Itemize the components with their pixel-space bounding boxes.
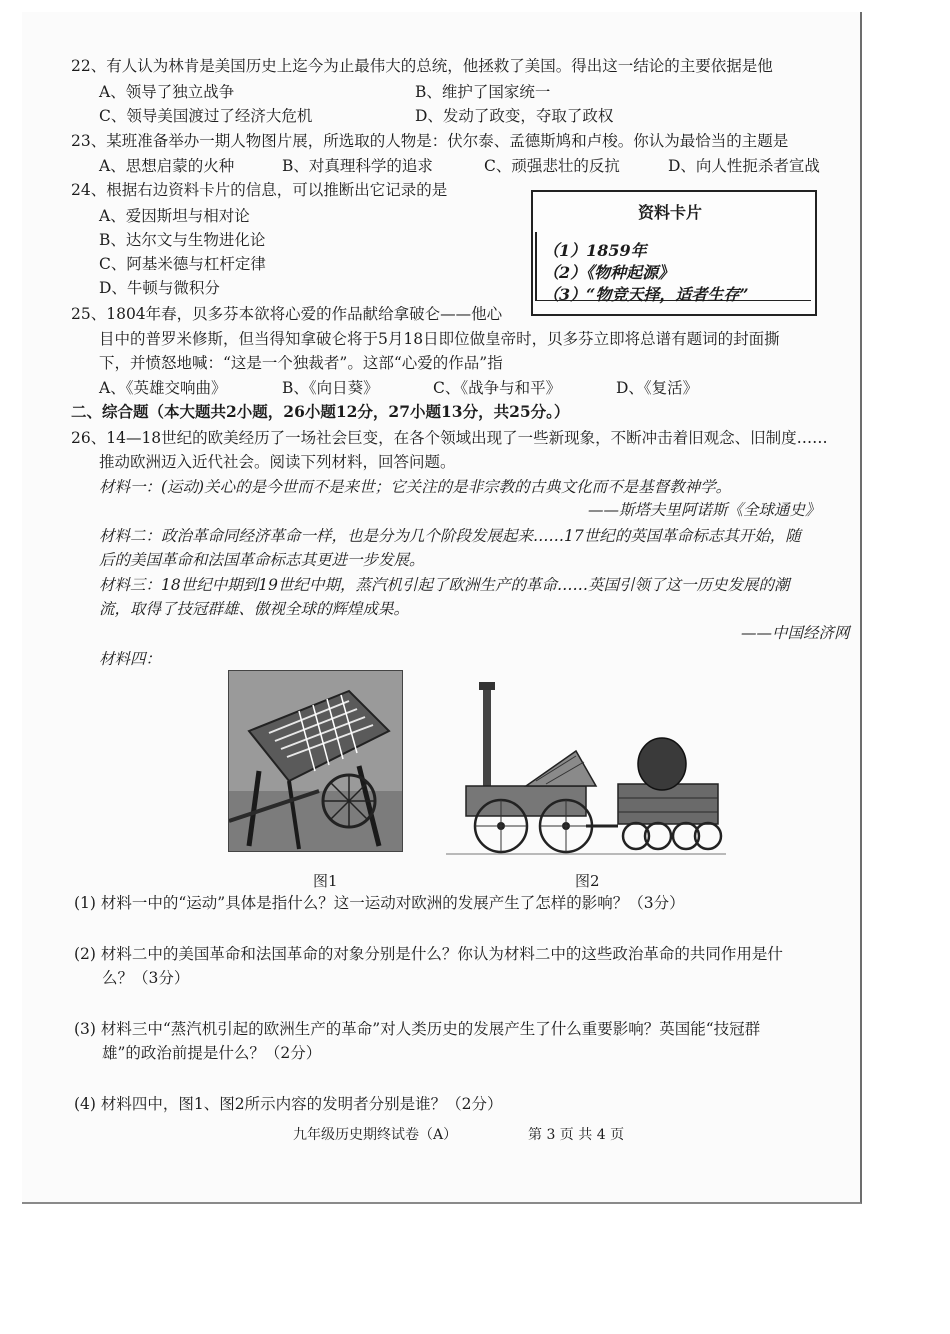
material-3-source: ——中国经济网	[741, 624, 850, 642]
figure-1-spinning-jenny-image	[228, 670, 403, 852]
q23-option-d: D、向人性扼杀者宣战	[668, 157, 820, 175]
resource-card-line-3: （3）“物竞天择，适者生存”	[543, 285, 749, 304]
q25-option-c: C、《战争与和平》	[433, 379, 562, 397]
q26-intro-line-2: 推动欧洲迈入近代社会。阅读下列材料，回答问题。	[99, 453, 456, 471]
footer-exam-title: 九年级历史期终试卷（A）	[293, 1127, 458, 1143]
q26-sub-question-2-line-2: 么？（3分）	[102, 969, 190, 987]
q23-option-a: A、思想启蒙的火种	[99, 157, 235, 175]
q25-option-b: B、《向日葵》	[282, 379, 379, 397]
q25-line-3: 下，并愤怒地喊：“这是一个独裁者”。这部“心爱的作品”指	[99, 354, 503, 372]
q26-sub-question-1: (1) 材料一中的“运动”具体是指什么？这一运动对欧洲的发展产生了怎样的影响？（3分）	[74, 894, 685, 912]
section-2-heading: 二、综合题（本大题共2小题，26小题12分，27小题13分，共25分。）	[71, 402, 570, 421]
figure-2-steam-locomotive-image	[446, 676, 726, 866]
resource-card	[531, 190, 817, 316]
q22-stem: 22、有人认为林肯是美国历史上迄今为止最伟大的总统，他拯救了美国。得出这一结论的主要依据是他	[71, 57, 773, 75]
q22-option-b: B、维护了国家统一	[415, 83, 551, 101]
q24-option-d: D、牛顿与微积分	[99, 279, 220, 297]
q25-line-1: 25、1804年春，贝多芬本欲将心爱的作品献给拿破仑——他心	[71, 305, 503, 323]
material-4-label: 材料四：	[99, 650, 162, 668]
q26-sub-question-2-line-1: (2) 材料二中的美国革命和法国革命的对象分别是什么？你认为材料二中的这些政治革命的共同作用是什	[74, 945, 783, 963]
q26-intro-line-1: 26、14—18世纪的欧美经历了一场社会巨变，在各个领域出现了一些新现象，不断冲击着旧观念、旧制度……	[71, 429, 828, 447]
q26-sub-question-3-line-1: (3) 材料三中“蒸汽机引起的欧洲生产的革命”对人类历史的发展产生了什么重要影响？英国能“技冠群	[74, 1020, 761, 1038]
footer-page-number: 第 3 页 共 4 页	[528, 1127, 625, 1143]
q24-option-a: A、爱因斯坦与相对论	[99, 207, 250, 225]
resource-card-line-2: （2）《物种起源》	[543, 263, 675, 282]
q25-option-d: D、《复活》	[616, 379, 699, 397]
figure-2-caption: 图2	[575, 872, 600, 890]
q25-line-2: 目中的普罗米修斯，但当得知拿破仑将于5月18日即位做皇帝时，贝多芬立即将总谱有题词的封面撕	[99, 330, 780, 348]
q24-option-c: C、阿基米德与杠杆定律	[99, 255, 266, 273]
q22-option-a: A、领导了独立战争	[99, 83, 235, 101]
material-1-source: ——斯塔夫里阿诺斯《全球通史》	[588, 501, 821, 519]
q26-sub-question-4: (4) 材料四中，图1、图2所示内容的发明者分别是谁？（2分）	[74, 1095, 503, 1113]
q24-stem: 24、根据右边资料卡片的信息，可以推断出它记录的是	[71, 181, 448, 199]
q26-sub-question-3-line-2: 雄”的政治前提是什么？（2分）	[102, 1044, 322, 1062]
material-3-line-1: 材料三：18世纪中期到19世纪中期，蒸汽机引起了欧洲生产的革命……英国引领了这一历史发展的潮	[99, 576, 790, 594]
q23-option-b: B、对真理科学的追求	[282, 157, 433, 175]
material-2-line-1: 材料二：政治革命同经济革命一样，也是分为几个阶段发展起来……17世纪的英国革命标志其开始，随	[99, 527, 801, 545]
resource-card-line-1: （1）1859年	[543, 241, 647, 260]
q25-option-a: A、《英雄交响曲》	[99, 379, 227, 397]
material-3-line-2: 流，取得了技冠群雄、傲视全球的辉煌成果。	[99, 600, 410, 618]
q24-option-b: B、达尔文与生物进化论	[99, 231, 266, 249]
q22-option-c: C、领导美国渡过了经济大危机	[99, 107, 313, 125]
resource-card-title: 资料卡片	[638, 203, 703, 222]
q22-option-d: D、发动了政变，夺取了政权	[415, 107, 614, 125]
material-2-line-2: 后的美国革命和法国革命标志其更进一步发展。	[99, 551, 425, 569]
figure-1-caption: 图1	[313, 872, 338, 890]
material-1: 材料一：(运动)关心的是今世而不是来世；它关注的是非宗教的古典文化而不是基督教神学。	[99, 478, 732, 496]
q23-stem: 23、某班准备举办一期人物图片展，所选取的人物是：伏尔泰、孟德斯鸠和卢梭。你认为最恰当的主题是	[71, 132, 789, 150]
q23-option-c: C、顽强悲壮的反抗	[484, 157, 620, 175]
